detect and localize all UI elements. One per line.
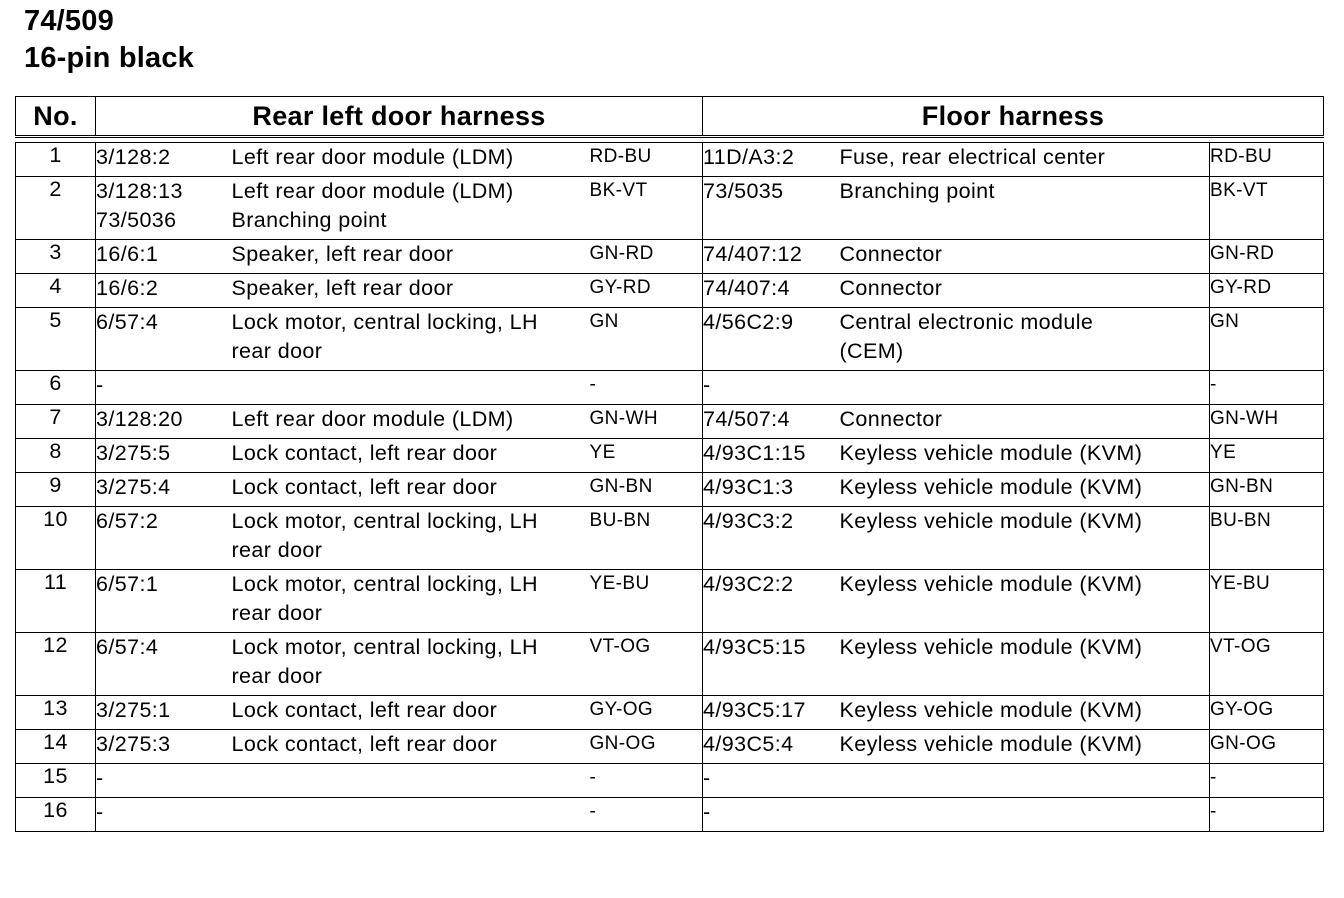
right-component-description-line xyxy=(840,764,1210,793)
right-component-description-line xyxy=(840,798,1210,827)
right-component-code xyxy=(703,798,840,832)
right-component-description-line: Connector xyxy=(839,242,943,266)
table-row xyxy=(16,507,1324,570)
right-component-code-line: 4/93C3:2 xyxy=(703,509,794,533)
left-component-code xyxy=(96,633,232,696)
table-row xyxy=(16,730,1324,764)
pin-number: 5 xyxy=(16,308,96,371)
pin-number: 4 xyxy=(16,274,96,308)
pin-number: 12 xyxy=(16,633,96,696)
left-component-code-line: - xyxy=(96,373,104,397)
right-component-description xyxy=(840,696,1210,730)
right-wire-color: BU-BN xyxy=(1210,507,1324,570)
right-component-description xyxy=(840,439,1210,473)
left-component-description-line: rear door xyxy=(231,538,323,562)
left-wire-color: - xyxy=(590,764,703,798)
pin-number: 3 xyxy=(16,240,96,274)
right-component-code xyxy=(703,570,840,633)
left-component-description-line: Lock contact, left rear door xyxy=(231,698,498,722)
right-wire-color: YE xyxy=(1210,439,1324,473)
table-row xyxy=(16,798,1324,832)
right-wire-color: - xyxy=(1210,371,1324,405)
pin-number: 13 xyxy=(16,696,96,730)
left-component-code-line: 73/5036 xyxy=(96,208,177,232)
right-component-code xyxy=(703,507,840,570)
right-component-code xyxy=(703,633,840,696)
right-component-code xyxy=(703,730,840,764)
right-component-code xyxy=(703,177,840,240)
right-component-description xyxy=(840,764,1210,798)
right-component-description xyxy=(840,308,1210,371)
right-component-code xyxy=(703,439,840,473)
table-row xyxy=(16,308,1324,371)
right-component-code xyxy=(703,696,840,730)
left-component-description-line: Speaker, left rear door xyxy=(231,242,454,266)
table-row xyxy=(16,240,1324,274)
right-component-description-line: Keyless vehicle module (KVM) xyxy=(839,509,1143,533)
pin-number: 9 xyxy=(16,473,96,507)
right-component-code-line: - xyxy=(703,766,711,790)
left-component-code-line: 3/128:2 xyxy=(96,145,171,169)
table-row xyxy=(16,439,1324,473)
left-component-code xyxy=(96,439,232,473)
right-component-description-line xyxy=(840,371,1210,400)
left-component-description-line: rear door xyxy=(231,339,323,363)
left-component-description-line xyxy=(232,764,590,793)
right-component-description xyxy=(840,507,1210,570)
left-component-code-line: 6/57:1 xyxy=(96,572,159,596)
left-component-description xyxy=(232,308,590,371)
left-wire-color: RD-BU xyxy=(590,143,703,177)
right-wire-color: RD-BU xyxy=(1210,143,1324,177)
left-component-description-line: Lock contact, left rear door xyxy=(231,475,498,499)
left-wire-color: VT-OG xyxy=(590,633,703,696)
left-component-code xyxy=(96,143,232,177)
left-component-code-line: 3/275:1 xyxy=(96,698,171,722)
left-component-description xyxy=(232,696,590,730)
right-wire-color: GN-BN xyxy=(1210,473,1324,507)
left-component-description-line: rear door xyxy=(231,601,323,625)
table-row xyxy=(16,371,1324,405)
right-component-code-line: - xyxy=(703,800,711,824)
right-wire-color: GN-WH xyxy=(1210,405,1324,439)
left-component-description xyxy=(232,143,590,177)
left-component-description xyxy=(232,439,590,473)
left-component-description-line: Speaker, left rear door xyxy=(231,276,454,300)
right-component-description xyxy=(840,473,1210,507)
right-component-description-line: Keyless vehicle module (KVM) xyxy=(839,698,1143,722)
left-component-description-line: Lock motor, central locking, LH xyxy=(231,635,538,659)
left-wire-color: GY-OG xyxy=(590,696,703,730)
left-component-description xyxy=(232,371,590,405)
right-component-code-line: 74/507:4 xyxy=(703,407,790,431)
left-wire-color: GN-BN xyxy=(590,473,703,507)
table-header-row xyxy=(16,97,1324,137)
left-wire-color: GY-RD xyxy=(590,274,703,308)
left-component-description xyxy=(232,405,590,439)
right-component-description xyxy=(840,177,1210,240)
right-component-code xyxy=(703,764,840,798)
pin-number: 7 xyxy=(16,405,96,439)
table-row xyxy=(16,405,1324,439)
left-component-description xyxy=(232,473,590,507)
left-component-code xyxy=(96,371,232,405)
left-component-description xyxy=(232,730,590,764)
left-component-description xyxy=(232,764,590,798)
right-component-code xyxy=(703,405,840,439)
right-component-description xyxy=(840,570,1210,633)
left-component-code xyxy=(96,177,232,240)
left-component-code-line: 6/57:2 xyxy=(96,509,159,533)
left-component-code xyxy=(96,507,232,570)
left-wire-color: GN-OG xyxy=(590,730,703,764)
left-component-code-line: 3/275:3 xyxy=(96,732,171,756)
connector-id: 74/509 xyxy=(24,5,114,37)
pin-number: 10 xyxy=(16,507,96,570)
left-component-description xyxy=(232,507,590,570)
right-component-description xyxy=(840,730,1210,764)
right-component-code-line: 4/93C1:15 xyxy=(703,441,806,465)
right-component-description xyxy=(840,240,1210,274)
left-component-description-line: Left rear door module (LDM) xyxy=(231,145,514,169)
pin-number: 16 xyxy=(16,798,96,832)
left-component-code xyxy=(96,405,232,439)
right-component-description-line: (CEM) xyxy=(839,339,904,363)
left-component-description xyxy=(232,798,590,832)
right-component-description xyxy=(840,798,1210,832)
left-component-description-line: Branching point xyxy=(231,208,387,232)
right-component-code-line: - xyxy=(703,373,711,397)
left-component-code xyxy=(96,240,232,274)
left-wire-color: GN xyxy=(590,308,703,371)
left-wire-color: BK-VT xyxy=(590,177,703,240)
pin-number: 8 xyxy=(16,439,96,473)
header-no: No. xyxy=(16,97,96,137)
right-component-code xyxy=(703,371,840,405)
right-component-code-line: 74/407:12 xyxy=(703,242,803,266)
right-wire-color: GY-OG xyxy=(1210,696,1324,730)
left-component-code xyxy=(96,696,232,730)
right-component-code xyxy=(703,274,840,308)
pin-number: 15 xyxy=(16,764,96,798)
left-component-description xyxy=(232,570,590,633)
left-component-code-line: 3/128:13 xyxy=(96,179,183,203)
table-row xyxy=(16,473,1324,507)
left-component-code-line: - xyxy=(96,766,104,790)
pin-number: 6 xyxy=(16,371,96,405)
table-row xyxy=(16,143,1324,177)
pin-number: 1 xyxy=(16,143,96,177)
right-component-code-line: 11D/A3:2 xyxy=(703,145,795,169)
right-component-code-line: 4/93C5:15 xyxy=(703,635,806,659)
pin-number: 2 xyxy=(16,177,96,240)
left-component-code xyxy=(96,570,232,633)
pin-number: 11 xyxy=(16,570,96,633)
right-component-description-line: Connector xyxy=(839,276,943,300)
right-component-description xyxy=(840,371,1210,405)
table-row xyxy=(16,274,1324,308)
right-wire-color: VT-OG xyxy=(1210,633,1324,696)
left-component-description-line: Lock motor, central locking, LH xyxy=(231,509,538,533)
right-component-code-line: 74/407:4 xyxy=(703,276,790,300)
right-component-description-line: Keyless vehicle module (KVM) xyxy=(839,572,1143,596)
header-floor-harness: Floor harness xyxy=(703,97,1324,137)
right-component-code xyxy=(703,240,840,274)
left-component-description-line: Lock motor, central locking, LH xyxy=(231,572,538,596)
left-wire-color: YE-BU xyxy=(590,570,703,633)
right-wire-color: YE-BU xyxy=(1210,570,1324,633)
left-wire-color: BU-BN xyxy=(590,507,703,570)
right-component-code-line: 4/93C5:4 xyxy=(703,732,794,756)
left-component-description xyxy=(232,177,590,240)
table-row xyxy=(16,177,1324,240)
left-wire-color: - xyxy=(590,371,703,405)
left-component-description-line: Lock contact, left rear door xyxy=(231,732,498,756)
left-component-code-line: 3/275:5 xyxy=(96,441,171,465)
right-component-description-line: Keyless vehicle module (KVM) xyxy=(839,441,1143,465)
right-component-code xyxy=(703,308,840,371)
left-component-description-line: rear door xyxy=(231,664,323,688)
left-component-description-line: Left rear door module (LDM) xyxy=(231,407,514,431)
left-component-code xyxy=(96,308,232,371)
right-wire-color: - xyxy=(1210,764,1324,798)
right-component-description-line: Branching point xyxy=(839,179,995,203)
table-body xyxy=(16,137,1324,832)
right-component-description-line: Keyless vehicle module (KVM) xyxy=(839,635,1143,659)
right-component-code xyxy=(703,143,840,177)
right-wire-color: BK-VT xyxy=(1210,177,1324,240)
right-component-description xyxy=(840,633,1210,696)
right-component-code-line: 4/56C2:9 xyxy=(703,310,794,334)
left-component-description xyxy=(232,240,590,274)
left-component-code xyxy=(96,730,232,764)
left-component-code-line: 3/128:20 xyxy=(96,407,183,431)
left-component-code xyxy=(96,764,232,798)
left-wire-color: GN-RD xyxy=(590,240,703,274)
right-component-description-line: Central electronic module xyxy=(839,310,1094,334)
left-component-code-line: 6/57:4 xyxy=(96,310,159,334)
right-component-description-line: Keyless vehicle module (KVM) xyxy=(839,475,1143,499)
left-wire-color: GN-WH xyxy=(590,405,703,439)
table-row xyxy=(16,570,1324,633)
right-component-description-line: Keyless vehicle module (KVM) xyxy=(839,732,1143,756)
right-wire-color: GY-RD xyxy=(1210,274,1324,308)
left-component-code-line: 6/57:4 xyxy=(96,635,159,659)
right-component-description-line: Connector xyxy=(839,407,943,431)
right-wire-color: GN-RD xyxy=(1210,240,1324,274)
left-component-description xyxy=(232,274,590,308)
left-component-code xyxy=(96,473,232,507)
header-rear-left-door-harness: Rear left door harness xyxy=(96,97,703,137)
right-component-description xyxy=(840,143,1210,177)
right-component-description xyxy=(840,274,1210,308)
left-wire-color: - xyxy=(590,798,703,832)
right-component-code-line: 4/93C1:3 xyxy=(703,475,794,499)
right-component-code-line: 73/5035 xyxy=(703,179,784,203)
left-component-code-line: 16/6:1 xyxy=(96,242,159,266)
right-component-description xyxy=(840,405,1210,439)
right-component-code-line: 4/93C5:17 xyxy=(703,698,806,722)
left-component-code-line: - xyxy=(96,800,104,824)
right-component-code xyxy=(703,473,840,507)
pin-number: 14 xyxy=(16,730,96,764)
table-row xyxy=(16,633,1324,696)
right-wire-color: - xyxy=(1210,798,1324,832)
table-row xyxy=(16,696,1324,730)
left-component-description-line: Left rear door module (LDM) xyxy=(231,179,514,203)
left-component-description-line xyxy=(232,798,590,827)
left-component-code-line: 16/6:2 xyxy=(96,276,159,300)
left-component-description xyxy=(232,633,590,696)
table-row xyxy=(16,764,1324,798)
right-component-code-line: 4/93C2:2 xyxy=(703,572,794,596)
left-wire-color: YE xyxy=(590,439,703,473)
left-component-code xyxy=(96,798,232,832)
right-wire-color: GN xyxy=(1210,308,1324,371)
right-wire-color: GN-OG xyxy=(1210,730,1324,764)
right-component-description-line: Fuse, rear electrical center xyxy=(839,145,1106,169)
left-component-code-line: 3/275:4 xyxy=(96,475,171,499)
left-component-description-line: Lock motor, central locking, LH xyxy=(231,310,538,334)
pin-table xyxy=(15,96,1324,832)
left-component-description-line: Lock contact, left rear door xyxy=(231,441,498,465)
left-component-code xyxy=(96,274,232,308)
left-component-description-line xyxy=(232,371,590,400)
connector-description: 16-pin black xyxy=(24,42,195,74)
